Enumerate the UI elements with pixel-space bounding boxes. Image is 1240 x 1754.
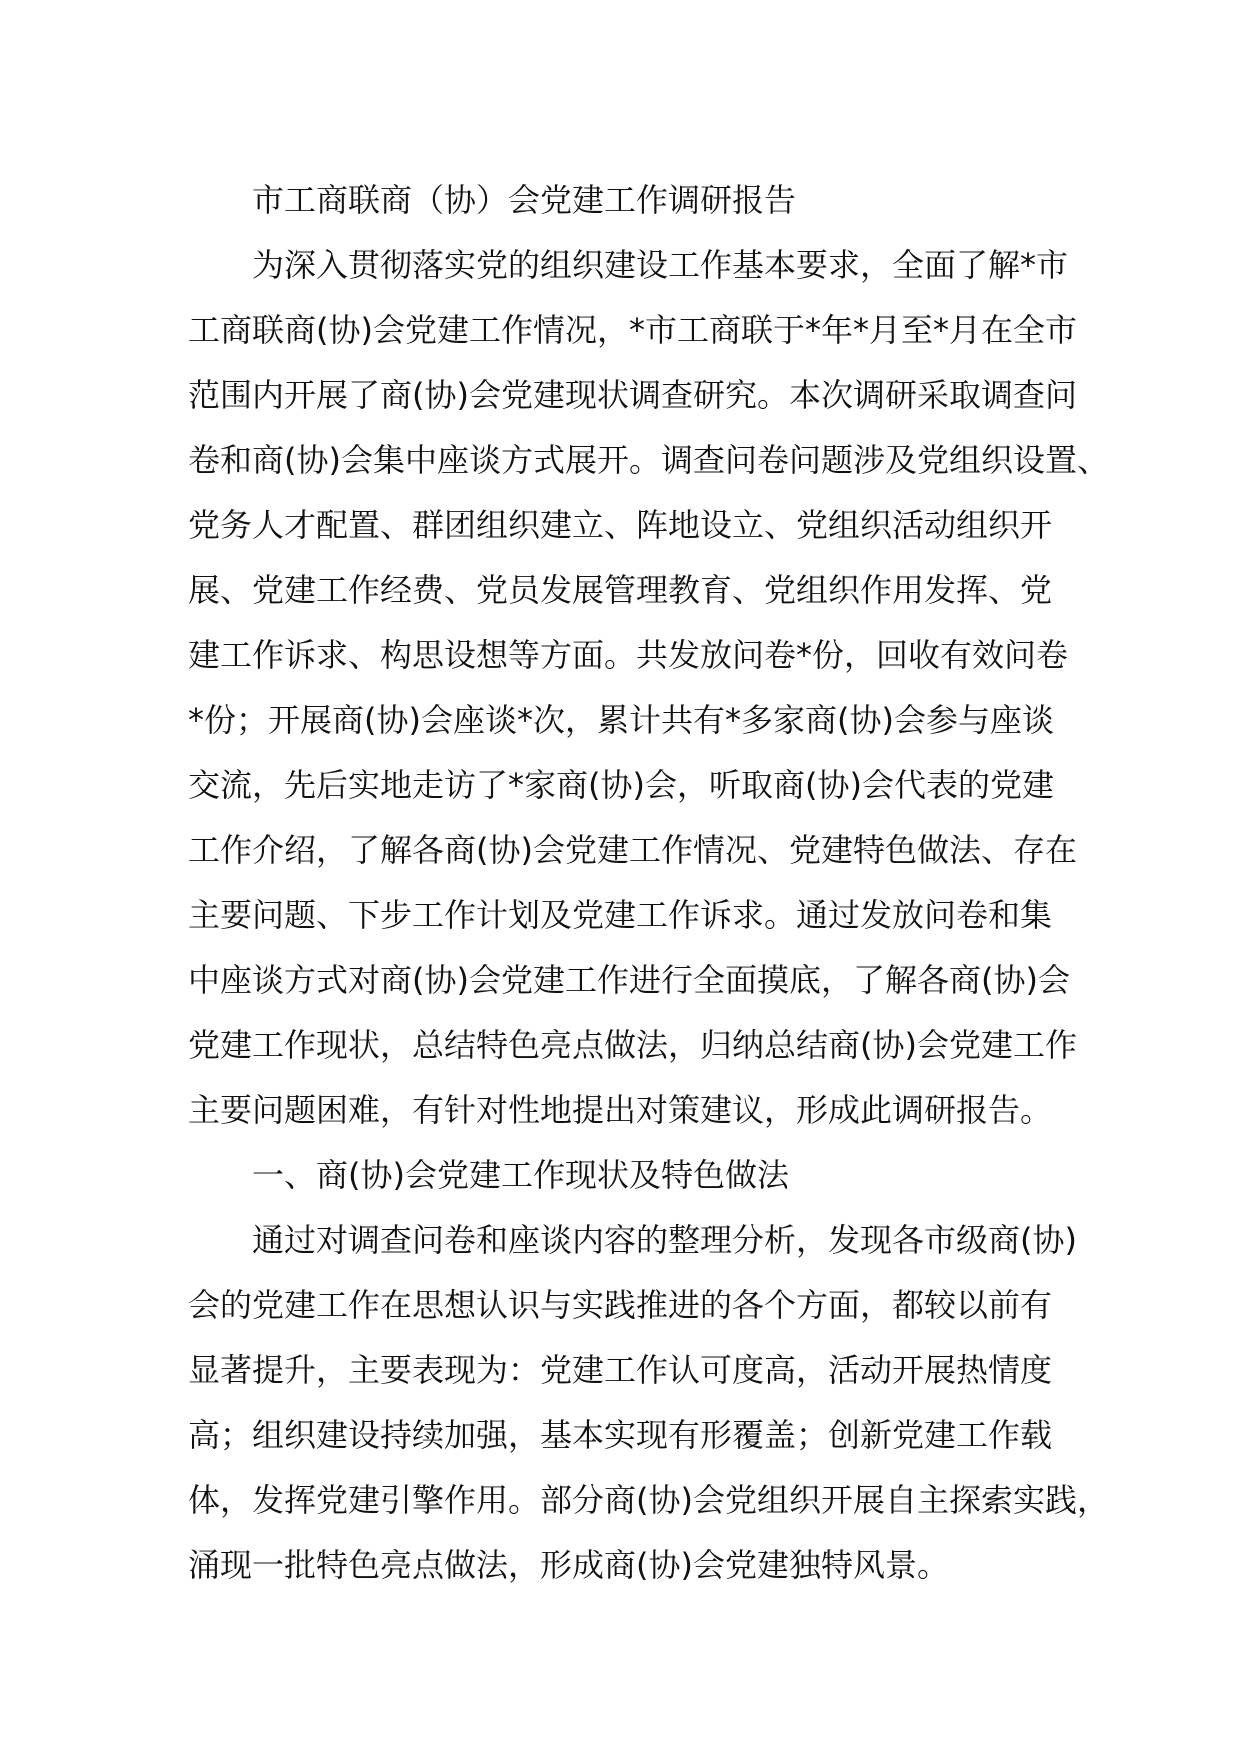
paragraph-line: 卷和商(协)会集中座谈方式展开。调查问卷问题涉及党组织设置、 (188, 441, 1109, 479)
paragraph-line: 高；组织建设持续加强，基本实现有形覆盖；创新党建工作载 (188, 1416, 1053, 1454)
paragraph-status (188, 1208, 1109, 1598)
paragraph-line: 为深入贯彻落实党的组织建设工作基本要求，全面了解*市 (252, 246, 1069, 284)
paragraph-line: 主要问题、下步工作计划及党建工作诉求。通过发放问卷和集 (188, 896, 1053, 934)
paragraph-line: 展、党建工作经费、党员发展管理教育、党组织作用发挥、党 (188, 571, 1053, 609)
paragraph-line: 建工作诉求、构思设想等方面。共发放问卷*份，回收有效问卷 (188, 636, 1069, 674)
paragraph-intro (188, 233, 1109, 1143)
document-body (188, 168, 1109, 1598)
paragraph-line: 党务人才配置、群团组织建立、阵地设立、党组织活动组织开 (188, 506, 1053, 544)
paragraph-line: 通过对调查问卷和座谈内容的整理分析，发现各市级商(协) (252, 1221, 1077, 1259)
paragraph-line: 工商联商(协)会党建工作情况，*市工商联于*年*月至*月在全市 (188, 311, 1077, 349)
paragraph-line: 显著提升，主要表现为：党建工作认可度高，活动开展热情度 (188, 1351, 1053, 1389)
paragraph-line: 中座谈方式对商(协)会党建工作进行全面摸底，了解各商(协)会 (188, 961, 1070, 999)
paragraph-line: 工作介绍，了解各商(协)会党建工作情况、党建特色做法、存在 (188, 831, 1077, 869)
paragraph-line: 交流，先后实地走访了*家商(协)会，听取商(协)会代表的党建 (188, 766, 1054, 804)
paragraph-line: 体，发挥党建引擎作用。部分商(协)会党组织开展自主探索实践， (188, 1481, 1109, 1519)
paragraph-line: *份；开展商(协)会座谈*次，累计共有*多家商(协)会参与座谈 (188, 701, 1054, 739)
paragraph-line: 涌现一批特色亮点做法，形成商(协)会党建独特风景。 (188, 1546, 949, 1584)
paragraph-line: 范围内开展了商(协)会党建现状调查研究。本次调研采取调查问 (188, 376, 1077, 414)
document-title: 市工商联商（协）会党建工作调研报告 (252, 181, 797, 219)
section-heading: 一、商(协)会党建工作现状及特色做法 (252, 1156, 789, 1194)
paragraph-line: 主要问题困难，有针对性地提出对策建议，形成此调研报告。 (188, 1091, 1053, 1129)
paragraph-line: 会的党建工作在思想认识与实践推进的各个方面，都较以前有 (188, 1286, 1053, 1324)
paragraph-line: 党建工作现状，总结特色亮点做法，归纳总结商(协)会党建工作 (188, 1026, 1077, 1064)
